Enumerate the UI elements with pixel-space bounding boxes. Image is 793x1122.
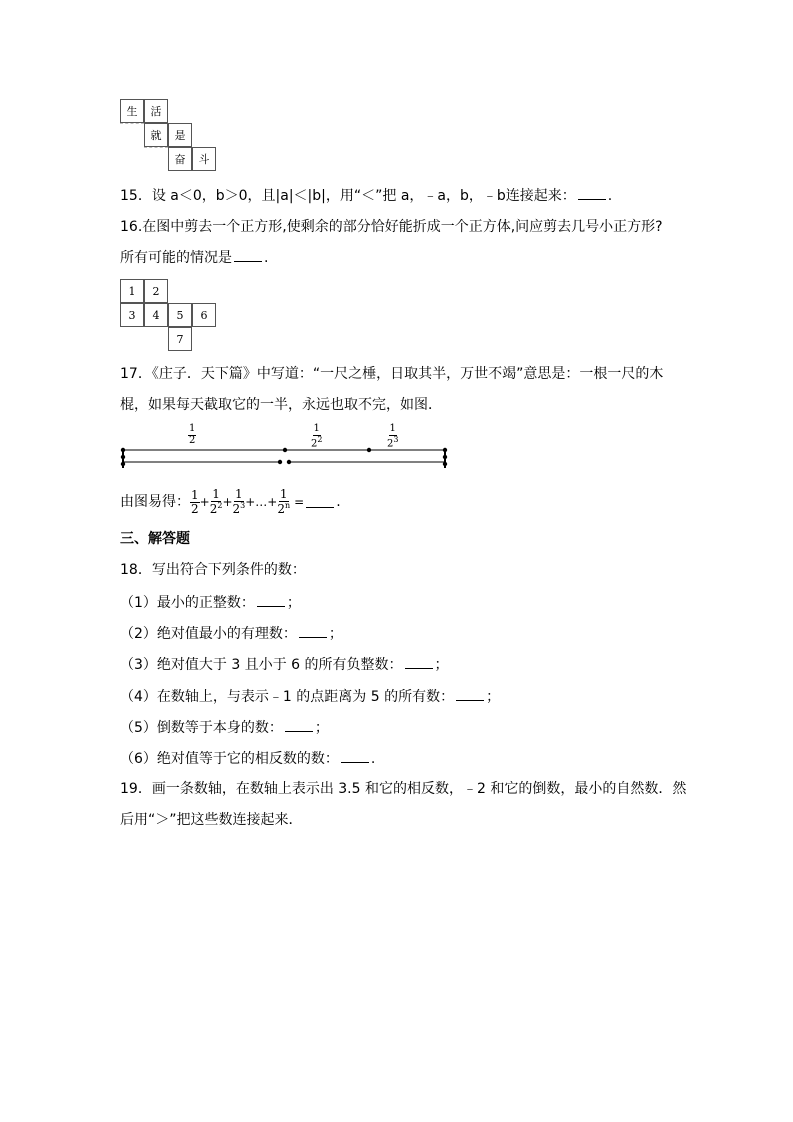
formula-term (233, 488, 246, 515)
stick-mark-point (287, 460, 291, 464)
term-numerator: 1 (279, 487, 288, 502)
question-16-line-1: 16.在图中剪去一个正方形,使剩余的部分恰好能折成一个正方体,问应剪去几号小正方形? (120, 219, 663, 235)
term-numerator: 1 (212, 487, 220, 502)
answer-blank (578, 188, 606, 200)
denominator-exponent: 2 (217, 501, 223, 510)
formula-term (190, 489, 200, 515)
stick-mark-point (121, 448, 125, 452)
denominator-exponent: n (284, 501, 291, 510)
question-16-text: 所有可能的情况是 (120, 250, 232, 266)
term-denominator: 2 (191, 501, 199, 516)
item-label: （1）最小的正整数： (120, 595, 255, 611)
item-end: ； (486, 689, 501, 705)
segment-label-numerator: 1 (313, 423, 320, 434)
stick-mark-point (283, 448, 287, 452)
stick-mark-point (443, 455, 447, 459)
answer-blank (285, 720, 313, 732)
answer-blank (405, 657, 433, 669)
stick-halving-diagram (115, 422, 455, 474)
question-18-intro: 18．写出符合下列条件的数： (120, 562, 306, 578)
answer-blank (299, 626, 327, 638)
denominator-base: 2 (209, 502, 218, 516)
answer-blank (257, 595, 285, 607)
net-cell: 1 (120, 279, 144, 303)
stick-mark-point (443, 448, 447, 452)
net-cell: 3 (120, 303, 144, 327)
answer-blank (306, 496, 334, 508)
item-label: （2）绝对值最小的有理数： (120, 626, 297, 642)
denominator-base: 2 (387, 437, 394, 449)
question-19-line-1: 19．画一条数轴，在数轴上表示出 3.5 和它的相反数，﹣2 和它的倒数，最小的自然数．然 (120, 781, 687, 797)
net-cell: 6 (192, 303, 216, 327)
term-denominator (233, 502, 246, 516)
question-15-text: 15．设 a＜0，b＞0，且|a|＜|b|，用“＜”把 a，﹣a，b，﹣b连接起来： (120, 188, 576, 204)
plus-sign: + (199, 495, 210, 509)
net-cell: 奋 (168, 147, 192, 171)
net-cell: 7 (168, 327, 192, 351)
net-cell: 5 (168, 303, 192, 327)
term-denominator (277, 502, 290, 516)
plus-sign: + (222, 495, 233, 509)
item-label: （5）倒数等于本身的数： (120, 720, 283, 736)
question-18-item (120, 751, 375, 766)
denominator-base: 2 (311, 437, 318, 449)
item-end: ； (434, 657, 449, 673)
net-cell: 生 (120, 99, 144, 123)
question-18-item (120, 657, 449, 672)
question-18-item (120, 720, 329, 735)
stick-mark-point (121, 455, 125, 459)
segment-label-half (188, 424, 196, 446)
segment-label-quarter (311, 424, 322, 449)
formula-term (277, 488, 290, 515)
answer-blank (456, 689, 484, 701)
item-end: ； (286, 595, 301, 611)
term-numerator: 1 (191, 487, 199, 502)
net-dash (120, 123, 144, 124)
section-heading: 三、解答题 (120, 531, 190, 547)
question-17-line-1: 17．《庄子．天下篇》中写道：“一尺之棰，日取其半，万世不竭”意思是：一根一尺的木 (120, 366, 664, 382)
denominator-base: 2 (232, 502, 241, 516)
denominator-base: 2 (277, 502, 285, 516)
item-label: （4）在数轴上，与表示﹣1 的点距离为 5 的所有数： (120, 689, 455, 705)
denominator-exponent: 3 (240, 501, 246, 510)
segment-label-denominator (311, 436, 322, 450)
item-label: （3）绝对值大于 3 且小于 6 的所有负整数： (120, 657, 403, 673)
ellipsis-plus: +…+ (245, 495, 278, 509)
question-16-line-2 (120, 250, 268, 265)
stick-mark-point (367, 448, 371, 452)
question-17-line-2: 棍，如果每天截取它的一半，永远也取不完，如图． (120, 397, 442, 413)
stick-mark-point (121, 462, 125, 466)
question-16-end: . (264, 250, 269, 266)
stick-mark-point (278, 460, 282, 464)
stick-mark-point (443, 462, 447, 466)
item-end: . (370, 751, 376, 767)
net-cell: 活 (144, 99, 168, 123)
segment-label-denominator: 2 (189, 434, 196, 446)
stick-diagram-svg (115, 422, 455, 474)
question-17-formula (120, 484, 341, 520)
term-denominator (210, 502, 223, 516)
question-18-item (120, 689, 500, 704)
segment-label-denominator (387, 436, 398, 450)
item-end: ； (328, 626, 343, 642)
net-dash (144, 147, 168, 148)
term-numerator: 1 (235, 487, 243, 502)
denominator-exponent: 2 (317, 434, 323, 444)
segment-label-numerator: 1 (189, 423, 196, 434)
net-cell: 就 (144, 123, 168, 147)
item-end: ； (314, 720, 329, 736)
net-cell: 4 (144, 303, 168, 327)
net-cell: 斗 (192, 147, 216, 171)
net-cell: 2 (144, 279, 168, 303)
net-cell: 是 (168, 123, 192, 147)
item-label: （6）绝对值等于它的相反数的数： (120, 751, 339, 767)
answer-blank (234, 250, 262, 262)
cube-net-figure-1 (120, 99, 220, 174)
cube-net-figure-2 (120, 279, 220, 354)
segment-label-eighth (387, 424, 398, 449)
equals-sign: = (294, 495, 305, 509)
question-19-line-2: 后用“＞”把这些数连接起来． (120, 812, 303, 828)
formula-term (210, 488, 223, 515)
denominator-exponent: 3 (393, 434, 399, 444)
question-15-end: . (607, 188, 613, 204)
question-18-item (120, 626, 343, 641)
segment-label-numerator: 1 (389, 423, 396, 434)
answer-blank (341, 751, 369, 763)
question-15 (120, 188, 612, 203)
formula-end: . (336, 494, 341, 510)
question-18-item (120, 595, 301, 610)
formula-prefix: 由图易得： (120, 494, 190, 510)
